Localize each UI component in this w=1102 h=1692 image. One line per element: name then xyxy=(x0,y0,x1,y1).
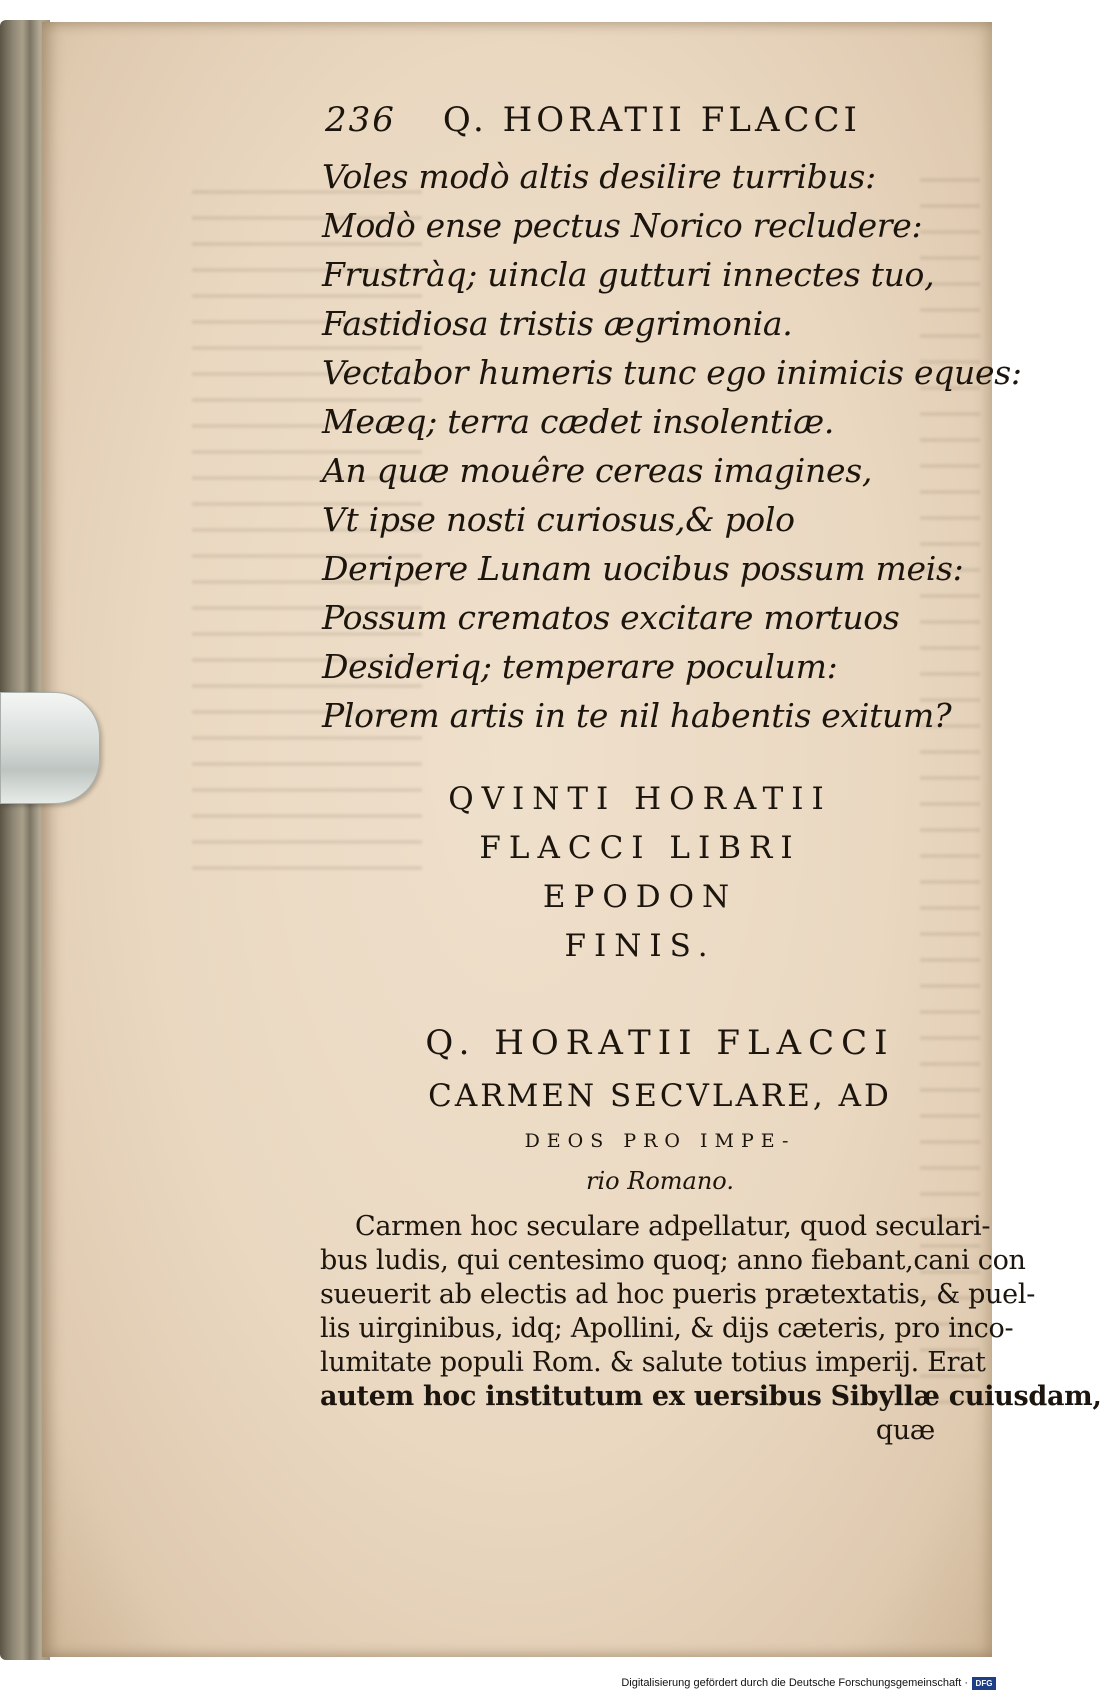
digitization-footer xyxy=(0,1676,1000,1692)
prose-line: Carmen hoc seculare adpellatur, quod seculari- xyxy=(355,1211,991,1242)
prose-block xyxy=(320,1210,1102,1448)
running-title: Q. HORATII FLACCI xyxy=(442,100,861,140)
prose-line: sueuerit ab electis ad hoc pueris prætextatis, & puel- xyxy=(320,1279,1036,1310)
dfg-logo: DFG xyxy=(972,1677,996,1690)
prose-line: bus ludis, qui centesimo quoq; anno fiebant,cani con xyxy=(320,1245,1026,1276)
page-number: 236 xyxy=(325,100,396,140)
section-title-sub: DEOS PRO IMPE- xyxy=(524,1130,796,1152)
section-title-author: Q. HORATII FLACCI xyxy=(425,1023,895,1063)
verse-line: Plorem artis in te nil habentis exitum? xyxy=(322,696,952,735)
verse-line: Fastidiosa tristis ægrimonia. xyxy=(322,304,793,343)
verse-line: An quæ mouêre cereas imagines, xyxy=(322,451,873,490)
verse-line: Desideriq; temperare poculum: xyxy=(322,647,838,686)
page-header xyxy=(325,100,945,140)
verse-line: Voles modò altis desilire turribus: xyxy=(322,157,876,196)
finis-heading xyxy=(330,775,950,971)
section-title-work: CARMEN SECVLARE, AD xyxy=(428,1078,892,1114)
prose-line: lis uirginibus, idq; Apollini, & dijs cæteris, pro inco- xyxy=(320,1313,1014,1344)
verse-line: Vt ipse nosti curiosus,& polo xyxy=(322,500,795,539)
verse-line: Meæq; terra cædet insolentiæ. xyxy=(322,402,835,441)
catchword: quæ xyxy=(875,1415,935,1446)
verse-line: Possum crematos excitare mortuos xyxy=(322,598,900,637)
verse-line: Deripere Lunam uocibus possum meis: xyxy=(322,549,964,588)
prose-line: lumitate populi Rom. & salute totius imperij. Erat xyxy=(320,1347,986,1378)
funding-credit: Digitalisierung gefördert durch die Deutsche Forschungsgemeinschaft · xyxy=(621,1677,968,1689)
finis-line: FINIS. xyxy=(564,928,716,964)
verse-line: Frustràq; uincla gutturi innectes tuo, xyxy=(322,255,935,294)
page-clip xyxy=(0,692,100,804)
verse-line: Vectabor humeris tunc ego inimicis eques: xyxy=(322,353,1022,392)
section-title xyxy=(360,1015,960,1201)
prose-line: autem hoc institutum ex uersibus Sibyllæ cuiusdam, xyxy=(320,1381,1102,1412)
finis-line: EPODON xyxy=(542,879,738,915)
verse-line: Modò ense pectus Norico recludere: xyxy=(322,206,923,245)
finis-line: FLACCI LIBRI xyxy=(479,830,801,866)
finis-line: QVINTI HORATII xyxy=(448,781,832,817)
verse-block xyxy=(322,152,1022,740)
section-title-sub-cont: rio Romano. xyxy=(586,1167,734,1195)
